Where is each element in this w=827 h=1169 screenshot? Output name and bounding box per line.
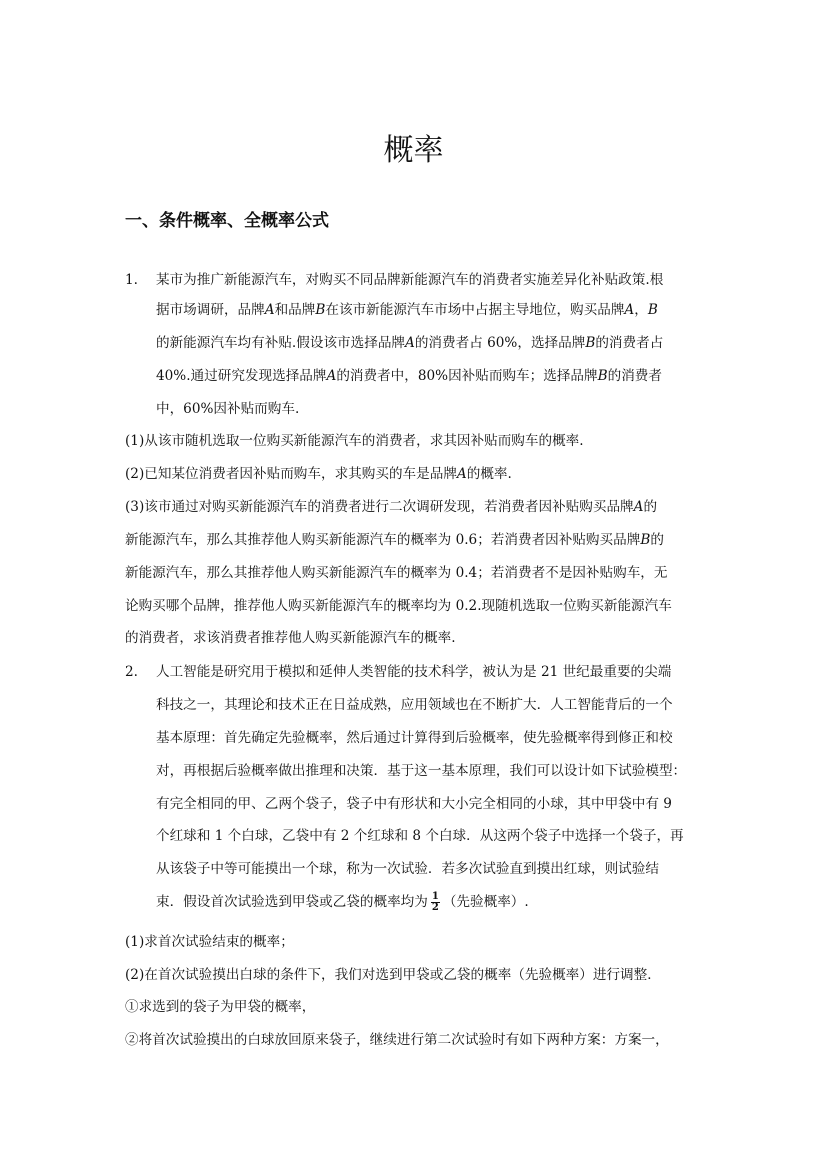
text-span: 的消费者 <box>607 368 662 384</box>
text-span: 新能源汽车，那么其推荐他人购买新能源汽车的概率为 0.6；若消费者因补贴购买品牌 <box>125 532 641 548</box>
problem-1-number: 1. <box>125 272 138 288</box>
variable-a: A <box>264 302 275 318</box>
page-title: 概率 <box>383 133 444 168</box>
variable-a: A <box>326 368 337 384</box>
problem-2-line-2: 科技之一，其理论和技术正在日益成熟，应用领域也在不断扩大．人工智能背后的一个 <box>156 697 673 713</box>
text-span: (3)该市通过对购买新能源汽车的消费者进行二次调研发现，若消费者因补贴购买品牌 <box>125 499 634 515</box>
text-span: ， <box>634 302 648 318</box>
variable-b: B <box>315 302 326 318</box>
fraction-numerator: 1 <box>431 891 439 902</box>
variable-b: B <box>640 532 651 548</box>
text-span: 束．假设首次试验选到甲袋或乙袋的概率均为 <box>156 894 428 910</box>
problem-2-line-5: 有完全相同的甲、乙两个袋子，袋子中有形状和大小完全相同的小球，其中甲袋中有 9 <box>156 796 672 812</box>
variable-b: B <box>647 302 658 318</box>
fraction-denominator: 2 <box>431 902 439 913</box>
text-span: 和品牌 <box>274 302 316 318</box>
text-span: 的概率. <box>466 466 512 482</box>
problem-1-question-3-line-1 <box>125 496 657 518</box>
problem-1-question-3-line-3: 新能源汽车，那么其推荐他人购买新能源汽车的概率为 0.4；若消费者不是因补贴购车，无 <box>125 565 668 581</box>
variable-b: B <box>597 368 608 384</box>
text-span: 40%.通过研究发现选择品牌 <box>156 368 327 384</box>
variable-b: B <box>585 335 596 351</box>
problem-2-line-1: 人工智能是研究用于模拟和延伸人类智能的技术科学，被认为是 21 世纪最重要的尖端 <box>156 664 672 680</box>
problem-1-question-3-line-2 <box>125 529 664 551</box>
problem-1-line-2 <box>156 299 658 321</box>
text-span: 的新能源汽车均有补贴.假设该市选择品牌 <box>156 335 406 351</box>
text-span: （先验概率）. <box>442 894 529 910</box>
problem-2-number: 2. <box>125 664 138 680</box>
problem-1-line-5: 中，60%因补贴而购车. <box>156 401 300 417</box>
variable-a: A <box>624 302 635 318</box>
variable-a: A <box>633 499 644 515</box>
problem-1-line-4 <box>156 365 662 387</box>
fraction-one-half <box>431 892 440 913</box>
text-span: 的 <box>643 499 658 515</box>
variable-a: A <box>456 466 467 482</box>
text-span: 的消费者中，80%因补贴而购车；选择品牌 <box>336 368 598 384</box>
problem-1-question-3-line-4: 论购买哪个品牌，推荐他人购买新能源汽车的概率均为 0.2.现随机选取一位购买新能源汽车 <box>125 598 672 614</box>
problem-2-line-6: 个红球和 1 个白球，乙袋中有 2 个红球和 8 个白球．从这两个袋子中选择一个袋子，再 <box>156 828 684 844</box>
text-span: 的消费者占 60%，选择品牌 <box>414 335 586 351</box>
problem-2-subquestion-1: ①求选到的袋子为甲袋的概率， <box>125 999 316 1015</box>
problem-1-question-2 <box>125 463 512 485</box>
problem-2-question-1: (1)求首次试验结束的概率； <box>125 934 294 950</box>
text-span: 的消费者占 <box>595 335 664 351</box>
text-span: (2)已知某位消费者因补贴而购车，求其购买的车是品牌 <box>125 466 457 482</box>
problem-2-line-7: 从该袋子中等可能摸出一个球，称为一次试验．若多次试验直到摸出红球，则试验结 <box>156 861 659 877</box>
problem-1-line-1: 某市为推广新能源汽车，对购买不同品牌新能源汽车的消费者实施差异化补贴政策.根 <box>156 272 664 288</box>
problem-1-question-1: (1)从该市随机选取一位购买新能源汽车的消费者，求其因补贴而购车的概率. <box>125 433 584 449</box>
problem-1-question-3-line-5: 的消费者，求该消费者推荐他人购买新能源汽车的概率. <box>125 630 456 646</box>
problem-2-line-3: 基本原理：首先确定先验概率，然后通过计算得到后验概率，使先验概率得到修正和校 <box>156 730 673 746</box>
problem-2-line-4: 对，再根据后验概率做出推理和决策．基于这一基本原理，我们可以设计如下试验模型： <box>156 763 687 779</box>
variable-a: A <box>405 335 415 351</box>
problem-1-line-3 <box>156 332 663 354</box>
problem-2-question-2: (2)在首次试验摸出白球的条件下，我们对选到甲袋或乙袋的概率（先验概率）进行调整． <box>125 967 661 983</box>
section-heading: 一、条件概率、全概率公式 <box>125 211 329 231</box>
text-span: 据市场调研，品牌 <box>156 302 265 318</box>
problem-2-line-8 <box>156 891 529 913</box>
problem-2-subquestion-2: ②将首次试验摸出的白球放回原来袋子，继续进行第二次试验时有如下两种方案：方案一， <box>125 1032 669 1048</box>
text-span: 的 <box>650 532 664 548</box>
text-span: 在该市新能源汽车市场中占据主导地位，购买品牌 <box>325 302 625 318</box>
